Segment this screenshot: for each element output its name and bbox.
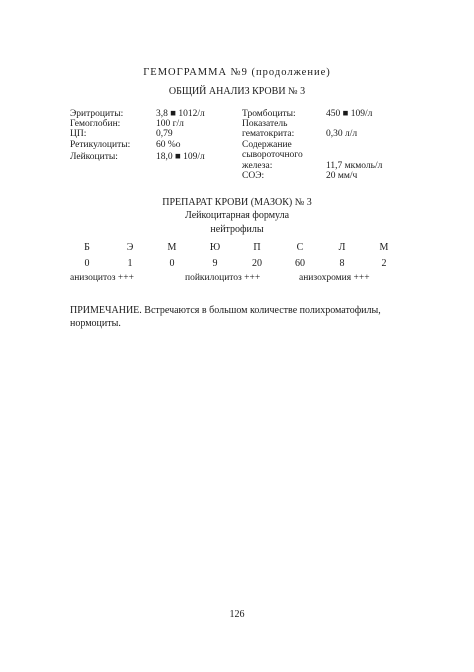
- label-color-index: ЦП:: [70, 129, 87, 139]
- label-erythrocytes: Эритроциты:: [70, 109, 124, 119]
- neutrophils-label: нейтрофилы: [210, 224, 264, 235]
- leukocyte-formula-title: Лейкоцитарная формула: [184, 210, 290, 221]
- col-header-eosinophils: Э: [126, 242, 134, 253]
- value-reticulocytes: 60 %o: [156, 140, 181, 150]
- value-esr: 20 мм/ч: [326, 171, 358, 181]
- value-leukocytes: 18,0 ■ 109/л: [156, 152, 205, 162]
- label-hematocrit-2: гематокрита:: [242, 129, 295, 139]
- label-leukocytes: Лейкоциты:: [70, 152, 118, 162]
- col-value-juvenile: 9: [212, 258, 218, 269]
- analysis-title: ОБЩИЙ АНАЛИЗ КРОВИ № 3: [168, 86, 306, 97]
- col-header-myelocytes: М: [167, 242, 177, 253]
- col-value-lymphocytes: 8: [339, 258, 345, 269]
- page-number: 126: [229, 609, 245, 620]
- label-hemoglobin: Гемоглобин:: [70, 119, 121, 129]
- col-value-eosinophils: 1: [127, 258, 133, 269]
- col-header-juvenile: Ю: [209, 242, 221, 253]
- col-value-myelocytes: 0: [169, 258, 175, 269]
- col-header-basophils: Б: [84, 242, 90, 253]
- col-value-band: 20: [252, 258, 262, 269]
- smear-title: ПРЕПАРАТ КРОВИ (МАЗОК) № 3: [162, 197, 312, 208]
- value-color-index: 0,79: [156, 129, 173, 139]
- label-iron-1: Содержание: [242, 140, 292, 150]
- col-header-monocytes: М: [379, 242, 389, 253]
- note-text: ПРИМЕЧАНИЕ. Встречаются в большом количестве полихроматофилы, нормоциты.: [70, 305, 381, 329]
- col-header-lymphocytes: Л: [338, 242, 346, 253]
- col-header-segmented: С: [296, 242, 304, 253]
- value-serum-iron: 11,7 мкмоль/л: [326, 161, 383, 171]
- morphology-anisochromia: анизохромия +++: [299, 273, 370, 283]
- label-platelets: Тромбоциты:: [242, 109, 296, 119]
- morphology-poikilocytosis: пойкилоцитоз +++: [185, 273, 261, 283]
- value-hematocrit: 0,30 л/л: [326, 129, 358, 139]
- value-platelets: 450 ■ 109/л: [326, 109, 373, 119]
- label-iron-2: сывороточного: [242, 150, 303, 160]
- page-title: ГЕМОГРАММА №9 (продолжение): [143, 67, 331, 78]
- morphology-anisocytosis: анизоцитоз +++: [70, 273, 134, 283]
- col-value-monocytes: 2: [381, 258, 387, 269]
- label-iron-3: железа:: [242, 161, 273, 171]
- label-reticulocytes: Ретикулоциты:: [70, 140, 131, 150]
- label-hematocrit-1: Показатель: [242, 119, 288, 129]
- value-erythrocytes: 3,8 ■ 1012/л: [156, 109, 205, 119]
- label-esr: СОЭ:: [242, 171, 265, 181]
- col-value-segmented: 60: [295, 258, 305, 269]
- col-value-basophils: 0: [84, 258, 90, 269]
- value-hemoglobin: 100 г/л: [156, 119, 184, 129]
- col-header-band: П: [253, 242, 261, 253]
